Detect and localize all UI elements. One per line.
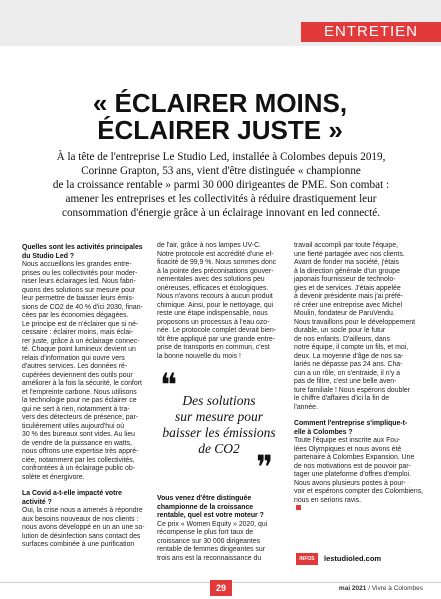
text-line: de vendre de la puissance en watts, xyxy=(22,439,132,447)
question-colombes xyxy=(294,420,422,437)
text-line: pas de filtre, c'est une belle aven- xyxy=(294,378,397,385)
text-line: 30 % des bureaux sont vides. Au lieu xyxy=(22,431,136,438)
text-line: à la pointe des préconisations gouver- xyxy=(157,267,274,275)
text-line: Toute l'équipe est inscrite aux Fou- xyxy=(294,437,401,444)
info-badge: INFOS xyxy=(296,553,318,565)
column-2 xyxy=(157,242,277,361)
question-line: Quelles sont les activités principales xyxy=(22,244,143,251)
answer-award-continued xyxy=(294,242,422,412)
lede-line: consommation d'énergie grâce à un éclairage innovant en led connecté. xyxy=(61,207,381,219)
question-covid xyxy=(22,490,144,507)
text-line: Nous avons plusieurs postes à pour- xyxy=(294,479,406,487)
headline xyxy=(40,90,400,144)
footer-magazine: / Vivre à Colombes xyxy=(366,585,423,592)
footer-issue xyxy=(339,585,423,592)
text-line: croissance sur 30 000 dirigeantes xyxy=(157,537,261,545)
text-line: reste une étape indispensable, nous xyxy=(157,310,268,317)
info-box xyxy=(296,553,422,565)
text-line-last: nous en serions ravis. xyxy=(294,496,362,504)
text-line: solète et énergivore. xyxy=(22,473,85,481)
text-line: aux besoins nouveaux de nos clients : xyxy=(22,515,139,523)
lede-line: Corinne Grapton, 53 ans, vient d'être distinguée « championne xyxy=(81,165,361,177)
text-line: lariés ne dépasse pas 24 ans. Cha- xyxy=(294,361,403,368)
text-line: de l'air, grâce à nos lampes UV-C. xyxy=(157,242,261,249)
text-line: cessaire : éclairer moins, mais éclai- xyxy=(22,329,134,336)
text-line: lution de désinfection sans contact des xyxy=(22,532,141,540)
text-line: chimique. Ainsi, pour le nettoyage, qui xyxy=(157,301,274,309)
answer-covid-continued xyxy=(157,242,277,361)
text-line: Le principe est de n'éclairer que si né- xyxy=(22,320,139,328)
question-line: elle à Colombes ? xyxy=(294,428,353,436)
open-quote-icon: ❝ xyxy=(160,367,178,403)
lede-line: amener les entreprises et les collectivités à réduire drastiquement leur xyxy=(65,193,377,205)
question-line: championne de la croissance xyxy=(157,503,254,511)
text-line: deux. La moyenne d'âge de nos sa- xyxy=(294,352,404,360)
text-line: d'autres services. Les données ré- xyxy=(22,363,128,370)
text-line: le chiffre d'affaires d'ici la fin de xyxy=(294,395,390,402)
text-line: Oui, la crise nous a amenés à répondre xyxy=(22,507,143,514)
text-line: cées par les économies dégagées. xyxy=(22,312,129,319)
text-line: améliorer à la fois la sécurité, le confort xyxy=(22,380,142,387)
text-line: lées Olympiques et nous avons été xyxy=(294,445,402,453)
text-line xyxy=(294,497,422,511)
text-line: travail accompli par toute l'équipe, xyxy=(294,242,398,249)
text-line: rer juste, grâce à un éclairage connec- xyxy=(22,337,140,345)
text-line: Nous n'avons recours à aucun produit xyxy=(157,293,273,300)
headline-line-2: ÉCLAIRER JUSTE » xyxy=(97,115,343,145)
text-line: surfaces combinée à une purification xyxy=(22,541,135,548)
answer-colombes xyxy=(294,437,422,510)
text-line: notre équipe, il compte un fils, et moi, xyxy=(294,344,409,351)
text-line: onéreuses, efficaces et écologiques. xyxy=(157,284,269,292)
text-line: té. Chaque point lumineux devient un xyxy=(22,346,136,353)
text-line: niser leurs éclairages led. Nous fabri- xyxy=(22,278,136,285)
headline-line-1: « ÉCLAIRER MOINS, xyxy=(92,88,348,118)
page-number: 29 xyxy=(210,580,232,596)
text-line: Moulin, fondateur de ParuVendu. xyxy=(294,310,395,317)
question-line: Comment l'entreprise s'implique-t- xyxy=(294,420,408,427)
answer-award xyxy=(157,521,277,564)
pull-quote-line: de CO2 xyxy=(198,441,240,456)
website-link[interactable]: lestudioled.com xyxy=(324,554,382,563)
text-line: Notre protocole est accrédité d'une ef- xyxy=(157,250,274,258)
text-line: tager une plateforme d'offres d'emploi. xyxy=(294,471,412,478)
text-line: Ce prix « Women Equity » 2020, qui xyxy=(157,520,268,528)
text-line: confrontées à un éclairage public ob- xyxy=(22,465,136,472)
text-line: Nous accueillons les grandes entre- xyxy=(22,261,132,268)
text-line: prise de transports en commun, c'est xyxy=(157,344,270,351)
pull-quote-line: baisser les émissions xyxy=(162,425,276,440)
text-line: Nous travaillons pour le développement xyxy=(294,318,416,326)
text-line: prises ou les collectivités pour moder- xyxy=(22,269,138,277)
text-line: durable, un socle pour le futur xyxy=(294,327,386,334)
text-line: à la direction générale d'un groupe xyxy=(294,267,400,275)
text-line: japonais fournisseur de technolo- xyxy=(294,276,396,283)
text-line: qui ne sert à rien, notamment à tra- xyxy=(22,405,130,413)
text-line: ré créer une entreprise avec Michel xyxy=(294,301,403,309)
close-quote-icon: ❞ xyxy=(256,449,274,485)
section-rubric: ENTRETIEN xyxy=(301,22,441,42)
text-line: sions de CO2 de 40 % d'ici 2030, finan- xyxy=(22,303,143,311)
question-line: Vous venez d'être distinguée xyxy=(157,495,252,502)
text-line: nous offrons une expertise très appré- xyxy=(22,448,139,455)
text-line: et l'empreinte carbone. Nous utilisons xyxy=(22,388,137,396)
text-line: nementales avec des solutions peu xyxy=(157,276,265,283)
text-line: tôt être appliqué par une grande entre- xyxy=(157,335,275,343)
end-mark-icon xyxy=(296,505,301,510)
text-line: Avant de fonder ma société, j'étais xyxy=(294,259,399,266)
text-line: la bonne nouvelle du mois ! xyxy=(157,352,241,360)
text-line: ciée, notamment par les collectivités, xyxy=(22,456,135,464)
question-award xyxy=(157,495,277,521)
text-line: proposons un processus à l'eau ozo- xyxy=(157,318,270,326)
text-line: de nos enfants. D'ailleurs, dans xyxy=(294,335,390,343)
pull-quote-line: sur mesure pour xyxy=(174,409,263,424)
text-line: leur permettre de baisser leurs émis- xyxy=(22,295,135,302)
text-line: trois ans est la reconnaissance du xyxy=(157,554,262,562)
pull-quote-text xyxy=(162,393,276,457)
question-line: activité ? xyxy=(22,498,52,506)
text-line: rentable de femmes dirigeantes sur xyxy=(157,546,266,553)
text-line: nous avons développé en un an une so- xyxy=(22,524,145,531)
text-line: née. Le protocole complet devrait bien- xyxy=(157,327,277,334)
text-line: relais d'information qui ouvre vers xyxy=(22,354,125,362)
text-line: ficacité de 99,9 %. Nous sommes donc xyxy=(157,259,277,266)
question-line: du Studio Led ? xyxy=(22,252,75,260)
text-line: ture familiale ! Nous espérons doubler xyxy=(294,386,411,394)
text-line: récompense le plus fort taux de xyxy=(157,529,254,536)
question-line: La Covid a-t-elle impacté votre xyxy=(22,490,122,497)
question-activities xyxy=(22,244,144,261)
text-line: quons des solutions sur mesure pour xyxy=(22,286,135,294)
text-line: voir et espérons compter des Colombiens, xyxy=(294,488,424,495)
column-3 xyxy=(294,242,422,510)
column-2-lower xyxy=(157,493,277,563)
text-line: vers des détecteurs de présence, par- xyxy=(22,414,139,421)
column-1 xyxy=(22,242,144,550)
footer-date: mai 2021 xyxy=(338,585,367,592)
text-line: cun a un rôle, on s'entraide, il n'y a xyxy=(294,369,401,377)
pull-quote xyxy=(158,363,278,483)
text-line: l'année. xyxy=(294,403,318,411)
text-line: une fierté partagée avec nos clients. xyxy=(294,250,405,258)
answer-activities xyxy=(22,261,144,482)
text-line: partenaire à Colombes Expansion. Une xyxy=(294,454,415,461)
lede-line: À la tête de l'entreprise Le Studio Led, installée à Colombes depuis 2019, xyxy=(56,151,386,163)
text-line: à devenir présidente mais j'ai préfé- xyxy=(294,293,403,300)
pull-quote-line: Des solutions xyxy=(182,393,256,408)
answer-covid xyxy=(22,507,144,550)
text-line: de nos motivations est de pouvoir par- xyxy=(294,462,411,470)
text-line: cupérées deviennent des outils pour xyxy=(22,371,133,379)
lede-line: de la croissance rentable » parmi 30 000 dirigeantes de PME. Son combat : xyxy=(52,179,390,191)
text-line: gies et de services. J'étais appelée xyxy=(294,284,401,292)
lede xyxy=(22,150,420,220)
text-line: ticulièrement utiles aujourd'hui où xyxy=(22,422,125,430)
question-line: rentable, quel est votre moteur ? xyxy=(157,512,264,519)
text-line: la technologie pour ne pas éclairer ce xyxy=(22,397,137,404)
